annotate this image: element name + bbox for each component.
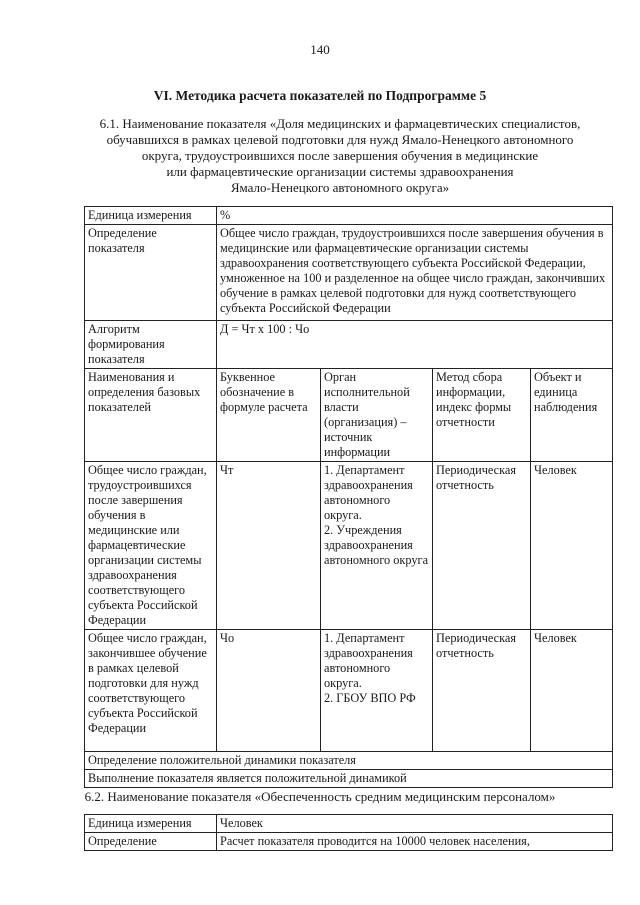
indicator2-table: [84, 814, 613, 851]
header-cell: Метод сбора информации, индекс формы отчетности: [433, 369, 531, 462]
base-indicator-symbol: Чо: [217, 630, 321, 752]
base-indicator-method: Периодическая отчетность: [433, 630, 531, 752]
definition-value: Расчет показателя проводится на 10000 человек населения,: [217, 833, 613, 851]
section-heading: VI. Методика расчета показателей по Подпрограмме 5: [153, 88, 487, 103]
header-cell: Объект и единица наблюдения: [531, 369, 613, 462]
header-cell: Наименования и определения базовых показателей: [85, 369, 217, 462]
header-cell: Буквенное обозначение в формуле расчета: [217, 369, 321, 462]
base-indicator-source: 1. Департамент здравоохранения автономного округа. 2. ГБОУ ВПО РФ: [321, 630, 433, 752]
indicator-title: [70, 116, 610, 196]
definition-label: Определение: [85, 833, 217, 851]
indicator-title-line: или фармацевтические организации системы здравоохранения: [166, 164, 514, 179]
unit-value: %: [217, 207, 613, 225]
definition-label: Определение показателя: [85, 225, 217, 321]
indicator-title-line: обучавшихся в рамках целевой подготовки для нужд Ямало-Ненецкого автономного: [106, 132, 574, 147]
definition-value: Общее число граждан, трудоустроившихся после завершения обучения в медицинские или фармацевтические организации системы здравоохранения соответствующего субъекта Российской Федерации, умноженное на 100 и разделенное на общее число граждан, закончивших обучение в рамках целевой подготовки для нужд соответствующего субъекта Российской Федерации: [217, 225, 613, 321]
indicator-title-line: Ямало-Ненецкого автономного округа»: [230, 180, 450, 195]
unit-label: Единица измерения: [85, 815, 217, 833]
base-indicator-name: Общее число граждан, трудоустроившихся после завершения обучения в медицинские или фармацевтические организации системы здравоохранения соответствующего субъекта Российской Федерации: [85, 462, 217, 630]
base-indicator-method: Периодическая отчетность: [433, 462, 531, 630]
base-indicator-source: 1. Департамент здравоохранения автономного округа. 2. Учреждения здравоохранения автономного округа: [321, 462, 433, 630]
table-row: [85, 630, 613, 752]
indicator-title-line: 6.1. Наименование показателя «Доля медицинских и фармацевтических специалистов,: [99, 116, 581, 131]
indicator2-title: 6.2. Наименование показателя «Обеспеченность средним медицинским персоналом»: [84, 789, 556, 804]
base-indicator-object: Человек: [531, 630, 613, 752]
header-cell: Орган исполнительной власти (организация) – источник информации: [321, 369, 433, 462]
algorithm-formula: Д = Чт х 100 : Чо: [217, 321, 613, 369]
unit-label: Единица измерения: [85, 207, 217, 225]
indicator-title-line: округа, трудоустроившихся после завершения обучения в медицинские: [141, 148, 539, 163]
page-number: 140: [310, 42, 330, 57]
algorithm-label: Алгоритм формирования показателя: [85, 321, 217, 369]
base-indicator-object: Человек: [531, 462, 613, 630]
dynamics-label: Определение положительной динамики показателя: [85, 752, 613, 770]
base-indicator-symbol: Чт: [217, 462, 321, 630]
table-row: [85, 462, 613, 630]
indicator-table: [84, 206, 613, 788]
unit-value: Человек: [217, 815, 613, 833]
base-indicator-name: Общее число граждан, закончившее обучение в рамках целевой подготовки для нужд соответствующего субъекта Российской Федерации: [85, 630, 217, 752]
dynamics-value: Выполнение показателя является положительной динамикой: [85, 770, 613, 788]
